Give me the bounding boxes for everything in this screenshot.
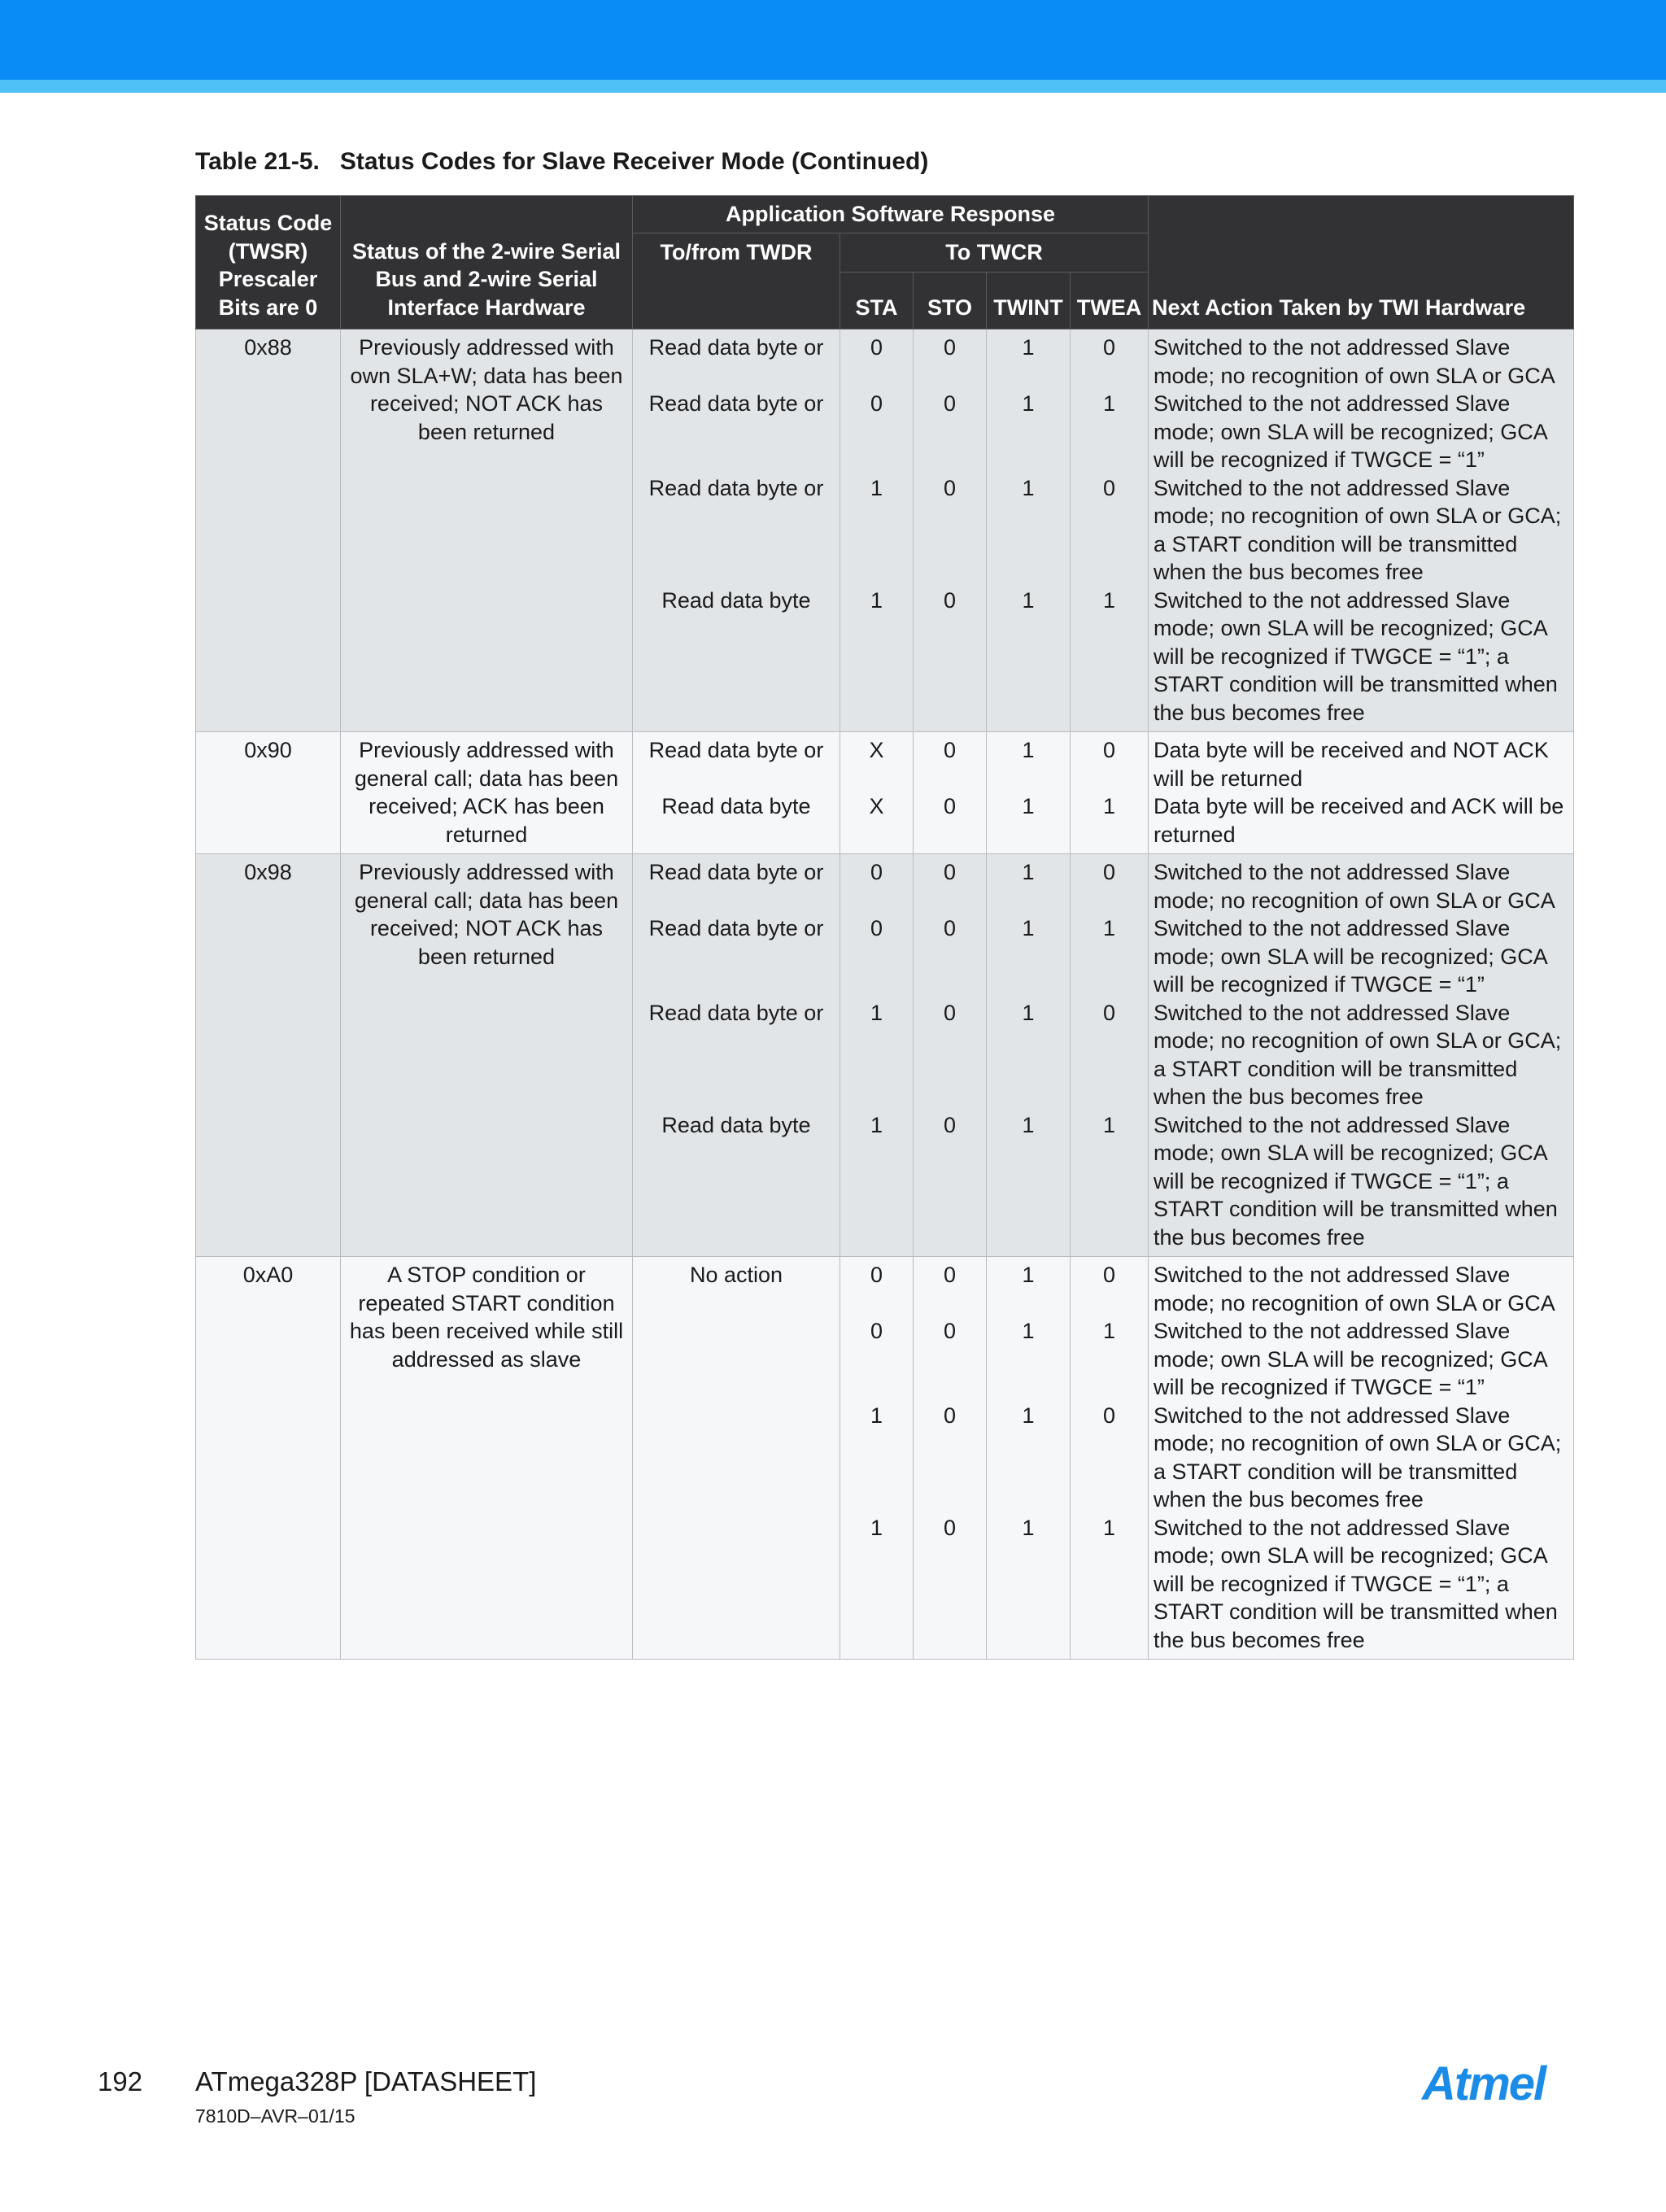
cell-line: A STOP condition or [387,1263,586,1287]
table-row [196,1257,1574,1660]
cell-line: Read data byte or [648,1000,824,1025]
cell-status-code [196,329,341,732]
cell-line: mode; own SLA will be recognized; GCA [1154,616,1548,640]
cell-twdr-action [633,854,840,1257]
cell-line: Switched to the not addressed Slave [1154,1263,1511,1287]
cell-twint [987,854,1071,1257]
cell-line: 1 [1102,1515,1116,1540]
cell-line: 1 [1022,794,1035,818]
cell-line: 1 [1022,335,1035,360]
cell-sta [840,1257,914,1660]
cell-line: 1 [1102,1112,1116,1137]
cell-line: 0xA0 [242,1263,294,1287]
cell-line: Read data byte or [648,916,824,940]
cell-line: Switched to the not addressed Slave [1154,475,1511,500]
header-band [0,0,1666,80]
cell-line: Read data byte or [648,475,824,500]
cell-next-action [1149,1257,1574,1660]
cell-line: 0 [870,1263,883,1287]
cell-twint [987,732,1071,854]
cell-line: received; NOT ACK has [369,391,604,416]
cell-line: will be recognized if TWGCE = “1”; a [1154,1571,1509,1596]
cell-twint [987,1257,1071,1660]
cell-line: a START condition will be transmitted [1154,531,1518,556]
cell-twea [1071,732,1149,854]
cell-line: START condition will be transmitted when [1154,1599,1558,1624]
cell-line: 1 [1022,587,1035,613]
header-app-response: Application Software Response [633,196,1149,233]
cell-line: mode; own SLA will be recognized; GCA [1154,419,1548,444]
cell-line: 0 [870,860,883,884]
cell-line: 0 [1102,738,1116,762]
cell-line: when the bus becomes free [1154,560,1424,584]
cell-line: mode; no recognition of own SLA or GCA [1154,363,1555,388]
cell-line: Read data byte or [648,335,824,360]
cell-line: the bus becomes free [1154,700,1365,725]
header-sto: STO [914,273,987,329]
cell-line: will be recognized if TWGCE = “1” [1154,447,1485,472]
cell-line: will be returned [1154,766,1303,791]
cell-twdr-action [633,1257,840,1660]
cell-line: Read data byte [661,587,811,613]
cell-line: 1 [1022,860,1035,884]
cell-line: when the bus becomes free [1154,1487,1424,1512]
cell-line: Switched to the not addressed Slave [1154,1515,1511,1540]
cell-line: 0 [870,391,883,416]
cell-line: 0 [1102,475,1116,500]
cell-line: 1 [1102,1319,1116,1343]
cell-sto [914,732,987,854]
header-next-action: Next Action Taken by TWI Hardware [1149,196,1574,329]
cell-line: 1 [1022,1403,1035,1428]
cell-line: 0 [1102,1000,1116,1025]
cell-line: Switched to the not addressed Slave [1154,1403,1511,1428]
cell-line: will be recognized if TWGCE = “1”; a [1154,1168,1509,1193]
cell-line: 0 [943,738,957,762]
header-twint: TWINT [987,273,1071,329]
cell-sto [914,854,987,1257]
cell-line: 0 [943,1263,957,1287]
cell-bus-status [341,854,633,1257]
cell-bus-status [341,732,633,854]
cell-twea [1071,854,1149,1257]
cell-line: Previously addressed with [359,738,614,762]
cell-line: X [869,794,884,818]
cell-line: mode; own SLA will be recognized; GCA [1154,944,1548,969]
cell-line: Switched to the not addressed Slave [1154,1319,1511,1343]
status-codes-table [195,195,1574,1660]
cell-line: Data byte will be received and ACK will be [1154,794,1564,818]
cell-line: 0x90 [244,738,292,762]
cell-line: has been received while still [349,1319,624,1343]
cell-line: 1 [1022,1319,1035,1343]
cell-line: 0 [943,1112,957,1137]
table-row [196,854,1574,1257]
cell-line: 0 [943,587,957,613]
cell-line: 1 [870,475,883,500]
document-code: 7810D–AVR–01/15 [195,2105,355,2127]
cell-bus-status [341,329,633,732]
cell-line: 1 [1102,391,1116,416]
cell-sto [914,1257,987,1660]
cell-twdr-action [633,732,840,854]
cell-line: 1 [1022,1112,1035,1137]
cell-line: mode; own SLA will be recognized; GCA [1154,1346,1548,1372]
cell-line: 0 [943,1000,957,1025]
cell-line: returned [1154,822,1236,847]
cell-line: a START condition will be transmitted [1154,1056,1518,1081]
cell-line: 1 [1102,794,1116,818]
cell-line: 0 [943,916,957,940]
cell-line: Previously addressed with [359,335,614,360]
header-twea: TWEA [1071,273,1149,329]
table-row [196,732,1574,854]
cell-line: X [869,738,884,762]
cell-line: START condition will be transmitted when [1154,672,1558,696]
cell-twea [1071,1257,1149,1660]
cell-line: 0 [1102,860,1116,884]
cell-line: 1 [1022,1263,1035,1287]
header-to-from-twdr: To/from TWDR [633,233,840,329]
cell-line: general call; data has been [354,888,619,913]
cell-line: mode; no recognition of own SLA or GCA [1154,1290,1555,1315]
cell-line: 0 [870,1319,883,1343]
cell-line: 1 [1022,916,1035,940]
cell-sta [840,854,914,1257]
table-row [196,329,1574,732]
cell-line: mode; own SLA will be recognized; GCA [1154,1141,1548,1165]
cell-line: Switched to the not addressed Slave [1154,916,1511,940]
cell-line: when the bus becomes free [1154,1084,1424,1109]
cell-line: 0 [1102,1403,1116,1428]
cell-status-code [196,854,341,1257]
cell-line: 1 [1102,916,1116,940]
cell-line: 1 [1022,391,1035,416]
cell-line: Read data byte [661,1112,811,1137]
cell-line: 1 [870,587,883,613]
cell-line: been returned [417,419,556,444]
cell-line: received; NOT ACK has [369,916,604,940]
cell-line: mode; no recognition of own SLA or GCA; [1154,1028,1562,1053]
cell-line: Switched to the not addressed Slave [1154,1112,1511,1137]
cell-line: the bus becomes free [1154,1224,1365,1250]
cell-sta [840,329,914,732]
cell-line: mode; no recognition of own SLA or GCA; [1154,504,1562,528]
cell-line: Data byte will be received and NOT ACK [1154,738,1549,762]
cell-line: 0 [943,335,957,360]
cell-line: Read data byte or [648,391,824,416]
cell-line: Switched to the not addressed Slave [1154,860,1511,884]
cell-line: 1 [1102,587,1116,613]
cell-line: 0 [943,391,957,416]
cell-line: repeated START condition [358,1290,615,1315]
cell-line: addressed as slave [391,1346,582,1372]
cell-twint [987,329,1071,732]
document-title: ATmega328P [DATASHEET] [195,2066,537,2096]
header-stripe [0,80,1666,93]
cell-line: Switched to the not addressed Slave [1154,587,1511,613]
atmel-logo: Atmel [1422,2057,1546,2110]
cell-line: will be recognized if TWGCE = “1” [1154,1375,1485,1399]
cell-line: Read data byte [661,794,811,818]
cell-line: 1 [1022,1515,1035,1540]
header-to-twcr: To TWCR [840,233,1149,273]
cell-line: 0x98 [244,860,292,884]
cell-next-action [1149,854,1574,1257]
cell-line: mode; no recognition of own SLA or GCA; [1154,1431,1562,1455]
cell-line: No action [689,1263,783,1287]
cell-line: Switched to the not addressed Slave [1154,335,1511,360]
cell-line: 0 [943,860,957,884]
cell-line: 0 [1102,1263,1116,1287]
cell-status-code [196,1257,341,1660]
cell-line: START condition will be transmitted when [1154,1197,1558,1221]
cell-line: 1 [1022,1000,1035,1025]
cell-line: 1 [870,1515,883,1540]
cell-sto [914,329,987,732]
cell-line: 1 [1022,475,1035,500]
cell-bus-status [341,1257,633,1660]
header-status-code: Status Code (TWSR) Prescaler Bits are 0 [196,196,341,329]
cell-line: 0 [943,1515,957,1540]
cell-next-action [1149,732,1574,854]
cell-line: will be recognized if TWGCE = “1” [1154,972,1485,997]
header-bus-status: Status of the 2-wire Serial Bus and 2-wire Serial Interface Hardware [341,196,633,329]
header-sta: STA [840,273,914,329]
cell-line: the bus becomes free [1154,1627,1365,1652]
cell-line: 0 [1102,335,1116,360]
cell-line: Switched to the not addressed Slave [1154,1000,1511,1025]
cell-line: Switched to the not addressed Slave [1154,391,1511,416]
cell-line: 0x88 [244,335,292,360]
cell-line: Read data byte or [648,738,824,762]
cell-line: a START condition will be transmitted [1154,1459,1518,1484]
cell-status-code [196,732,341,854]
cell-line: will be recognized if TWGCE = “1”; a [1154,644,1509,669]
cell-line: received; ACK has been [369,794,604,818]
cell-line: 1 [870,1112,883,1137]
cell-line: mode; no recognition of own SLA or GCA [1154,888,1555,913]
page-number: 192 [98,2066,143,2096]
cell-line: 1 [1022,738,1035,762]
cell-line: 0 [943,1403,957,1428]
cell-next-action [1149,329,1574,732]
cell-line: 0 [943,475,957,500]
cell-line: been returned [417,944,556,969]
cell-line: Read data byte or [648,860,824,884]
cell-line: general call; data has been [354,766,619,791]
cell-line: 1 [870,1403,883,1428]
cell-line: Previously addressed with [359,860,614,884]
table-caption: Table 21-5. Status Codes for Slave Receiver Mode (Continued) [195,148,929,175]
cell-line: 1 [870,1000,883,1025]
cell-line: 0 [943,1319,957,1343]
cell-twea [1071,329,1149,732]
cell-sta [840,732,914,854]
cell-line: returned [445,822,528,847]
cell-twdr-action [633,329,840,732]
cell-line: own SLA+W; data has been [350,363,623,388]
cell-line: mode; own SLA will be recognized; GCA [1154,1543,1548,1568]
cell-line: 0 [943,794,957,818]
cell-line: 0 [870,916,883,940]
cell-line: 0 [870,335,883,360]
